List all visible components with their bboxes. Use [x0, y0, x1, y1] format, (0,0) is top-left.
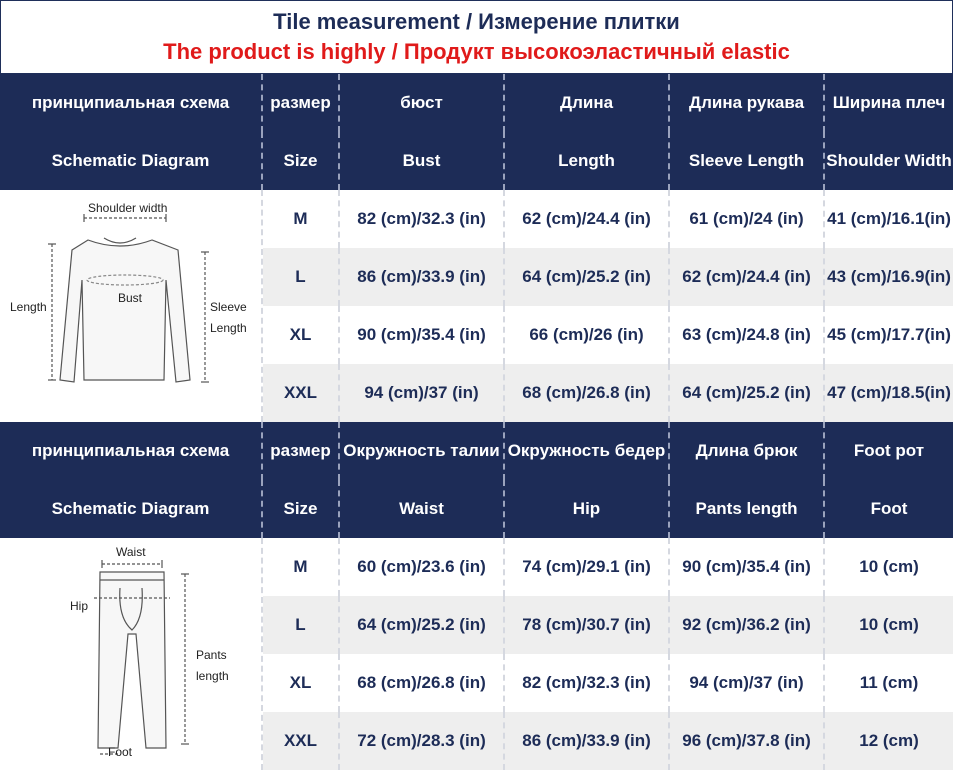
header-cell: Waist — [340, 480, 505, 538]
shirt-diagram — [0, 190, 263, 422]
shoulder-cell: 45 (cm)/17.7(in) — [827, 325, 951, 344]
hip-cell: 86 (cm)/33.9 (in) — [505, 712, 670, 770]
size-cell: L — [263, 596, 340, 654]
header-cell: Ширина плеч — [832, 93, 946, 112]
header-cell: принципиальная схема — [0, 74, 263, 132]
header-cell: Длина — [505, 74, 670, 132]
hip-cell: 82 (cm)/32.3 (in) — [505, 654, 670, 712]
size-cell: XL — [263, 306, 340, 364]
header-cell: Foot рот — [853, 441, 925, 460]
shoulder-cell: 41 (cm)/16.1(in) — [827, 209, 951, 228]
length-cell: 64 (cm)/25.2 (in) — [505, 248, 670, 306]
header-cell: размер — [263, 74, 340, 132]
header-cell: Schematic Diagram — [0, 132, 263, 190]
hip-cell: 74 (cm)/29.1 (in) — [505, 538, 670, 596]
header-cell: Длина брюк — [670, 422, 825, 480]
foot-cell: 12 (cm) — [859, 731, 919, 750]
pants-length-cell: 94 (cm)/37 (in) — [670, 654, 825, 712]
size-cell: M — [263, 190, 340, 248]
size-cell: M — [263, 538, 340, 596]
foot-label: Foot — [108, 745, 133, 759]
pants-length-cell: 90 (cm)/35.4 (in) — [670, 538, 825, 596]
header-cell: размер — [263, 422, 340, 480]
header-cell: Shoulder Width — [826, 151, 952, 170]
header-cell: принципиальная схема — [0, 422, 263, 480]
foot-cell: 10 (cm) — [859, 557, 919, 576]
header-cell: бюст — [340, 74, 505, 132]
length-label: Length — [10, 300, 47, 314]
length-cell: 68 (cm)/26.8 (in) — [505, 364, 670, 422]
size-cell: XXL — [263, 364, 340, 422]
pants-diagram — [0, 538, 263, 770]
top-header-en — [0, 132, 953, 190]
waist-cell: 68 (cm)/26.8 (in) — [340, 654, 505, 712]
top-header-ru — [0, 74, 953, 134]
title-subtitle: The product is highly / Продукт высокоэластичный elastic — [163, 39, 790, 64]
bust-cell: 90 (cm)/35.4 (in) — [340, 306, 505, 364]
sleeve-cell: 64 (cm)/25.2 (in) — [670, 364, 825, 422]
sleeve-cell: 61 (cm)/24 (in) — [670, 190, 825, 248]
waist-cell: 60 (cm)/23.6 (in) — [340, 538, 505, 596]
length-cell: 66 (cm)/26 (in) — [505, 306, 670, 364]
title-box — [0, 0, 953, 74]
foot-cell: 10 (cm) — [859, 615, 919, 634]
header-cell: Окружность бедер — [505, 422, 670, 480]
pants-length-label: length — [196, 669, 229, 683]
size-cell: XL — [263, 654, 340, 712]
bottom-header-en — [0, 480, 953, 538]
pants-length-cell: 96 (cm)/37.8 (in) — [670, 712, 825, 770]
waist-cell: 72 (cm)/28.3 (in) — [340, 712, 505, 770]
size-cell: XXL — [263, 712, 340, 770]
bust-cell: 94 (cm)/37 (in) — [340, 364, 505, 422]
header-cell: Size — [263, 132, 340, 190]
header-cell: Length — [505, 132, 670, 190]
bust-label: Bust — [118, 291, 143, 305]
foot-cell: 11 (cm) — [859, 673, 919, 692]
hip-cell: 78 (cm)/30.7 (in) — [505, 596, 670, 654]
size-cell: L — [263, 248, 340, 306]
pants-length-cell: 92 (cm)/36.2 (in) — [670, 596, 825, 654]
sleeve-cell: 63 (cm)/24.8 (in) — [670, 306, 825, 364]
waist-cell: 64 (cm)/25.2 (in) — [340, 596, 505, 654]
shoulder-cell: 43 (cm)/16.9(in) — [827, 267, 951, 286]
title-main: Tile measurement / Измерение плитки — [273, 9, 680, 34]
header-cell: Foot — [870, 499, 908, 518]
header-cell: Size — [263, 480, 340, 538]
bust-cell: 86 (cm)/33.9 (in) — [340, 248, 505, 306]
shoulder-width-label: Shoulder width — [88, 201, 168, 215]
shoulder-cell: 47 (cm)/18.5(in) — [827, 383, 951, 402]
header-cell: Hip — [505, 480, 670, 538]
pants-label: Pants — [196, 648, 227, 662]
header-cell: Окружность талии — [340, 422, 505, 480]
header-cell: Длина рукава — [670, 74, 825, 132]
header-cell: Pants length — [670, 480, 825, 538]
header-cell: Bust — [340, 132, 505, 190]
length-cell: 62 (cm)/24.4 (in) — [505, 190, 670, 248]
hip-label: Hip — [70, 599, 89, 613]
sleeve-label: Sleeve — [210, 300, 247, 314]
waist-label: Waist — [116, 545, 146, 559]
sleeve-cell: 62 (cm)/24.4 (in) — [670, 248, 825, 306]
header-cell: Sleeve Length — [670, 132, 825, 190]
bottom-header-ru — [0, 422, 953, 482]
sleeve-length-label: Length — [210, 321, 247, 335]
header-cell: Schematic Diagram — [0, 480, 263, 538]
bust-cell: 82 (cm)/32.3 (in) — [340, 190, 505, 248]
